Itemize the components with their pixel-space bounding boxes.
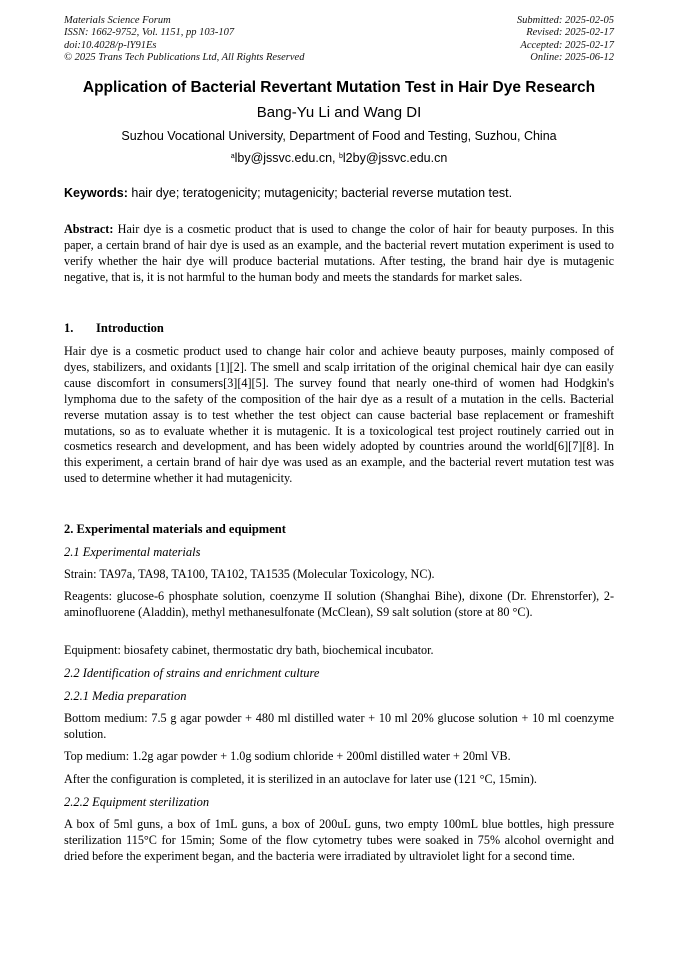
subsection-2-1: 2.1 Experimental materials (64, 545, 201, 559)
subsection-2-2-2: 2.2.2 Equipment sterilization (64, 795, 210, 809)
journal-header-left (64, 15, 304, 64)
keywords-label: Keywords: (64, 186, 128, 200)
reagents-paragraph: Reagents: glucose-6 phosphate solution, coenzyme II solution (Shanghai Bihe), dixone (Dr. Ehrenstorfer), 2-aminofluorene (Aladdin), methyl methanesulfonate (McClean), S9 salt solution (store at 80 °C). (64, 589, 614, 619)
email-a[interactable]: lby@jssvc.edu.cn, (234, 151, 336, 165)
journal-name: Materials Science Forum (64, 15, 171, 26)
copyright-line: © 2025 Trans Tech Publications Ltd, All Rights Reserved (64, 51, 305, 63)
email-b-mark: b (339, 153, 343, 160)
paper-authors: Bang-Yu Li and Wang DI (256, 104, 422, 121)
introduction-paragraph: Hair dye is a cosmetic product used to change hair color and achieve beauty purposes, mainly composed of dyes, stabilizers, and oxidants [1][2]. The smell and scalp irritation of the original chemical hair dye can easily cause discomfort in consumers[3][4][5]. The survey found that nearly one-third of women had Hodgkin's lymphoma due to the safety of the composition of the hair dye as a result of a mutation in the cells. Bacterial reverse mutation assay is to test whether the test object can cause bacterial base replacement or frameshift mutations, so as to evaluate whether it is mutagenic. It is a toxicological test project routinely carried out in cosmetics research and development, and has been widely adopted by countries around the world[6][7][8]. In this experiment, a certain brand of hair dye was used as an example, and the bacterial revert mutation test was used to determine whether it had mutagenicity. (64, 344, 614, 486)
bottom-medium-paragraph: Bottom medium: 7.5 g agar powder + 480 ml distilled water + 10 ml 20% glucose solution + 10 ml coenzyme solution. (64, 711, 614, 741)
section-1-title: Introduction (96, 321, 164, 335)
sterilization-paragraph: A box of 5ml guns, a box of 1mL guns, a box of 200uL guns, two empty 100mL blue bottles, high pressure sterilization 115°C for 15min; Some of the flow cytometry tubes were soaked in 75% alcohol overnight and dried before the experiment began, and the bacteria were irradiated by ultraviolet light for a second time. (64, 817, 614, 863)
issn-line: ISSN: 1662-9752, Vol. 1151, pp 103-107 (64, 27, 235, 39)
journal-header-right (517, 15, 614, 64)
abstract-label: Abstract: (64, 222, 114, 236)
abstract-text: Hair dye is a cosmetic product that is used to change the color of hair for beauty purposes. In this paper, a certain brand of hair dye is used as an example, and the bacterial revert mutation experiment is used to verify whether the hair dye will produce bacterial mutations. After testing, the brand hair dye is mutagenic negative, that is, it is not harmful to the human body and meets the standards for market sales. (64, 222, 614, 284)
sterilized-paragraph: After the configuration is completed, it is sterilized in an autoclave for later use (121 °C, 15min). (64, 772, 537, 786)
subsection-2-2: 2.2 Identification of strains and enrichment culture (64, 666, 320, 680)
top-medium-paragraph: Top medium: 1.2g agar powder + 1.0g sodium chloride + 200ml distilled water + 20ml VB. (64, 749, 511, 763)
online-date: Online: 2025-06-12 (530, 51, 614, 63)
section-1-heading (64, 321, 164, 336)
subsection-2-2-1: 2.2.1 Media preparation (64, 689, 187, 703)
email-b[interactable]: l2by@jssvc.edu.cn (342, 151, 448, 165)
email-a-mark: a (230, 153, 235, 160)
author-emails (40, 151, 638, 165)
strain-paragraph: Strain: TA97a, TA98, TA100, TA102, TA1535 (Molecular Toxicology, NC). (64, 567, 435, 581)
submitted-date: Submitted: 2025-02-05 (516, 15, 614, 26)
section-1-number: 1. (64, 321, 74, 335)
paper-title: Application of Bacterial Revertant Mutation Test in Hair Dye Research (82, 79, 596, 96)
keywords-text: hair dye; teratogenicity; mutagenicity; bacterial reverse mutation test. (131, 186, 513, 200)
author-affiliation: Suzhou Vocational University, Department of Food and Testing, Suzhou, China (121, 129, 557, 143)
doi-line: doi:10.4028/p-lY91Es (64, 39, 157, 51)
keywords (64, 186, 624, 200)
revised-date: Revised: 2025-02-17 (526, 27, 614, 39)
accepted-date: Accepted: 2025-02-17 (520, 39, 614, 51)
abstract (64, 222, 614, 286)
equipment-paragraph: Equipment: biosafety cabinet, thermostatic dry bath, biochemical incubator. (64, 643, 434, 657)
section-2-heading: 2. Experimental materials and equipment (64, 522, 286, 536)
